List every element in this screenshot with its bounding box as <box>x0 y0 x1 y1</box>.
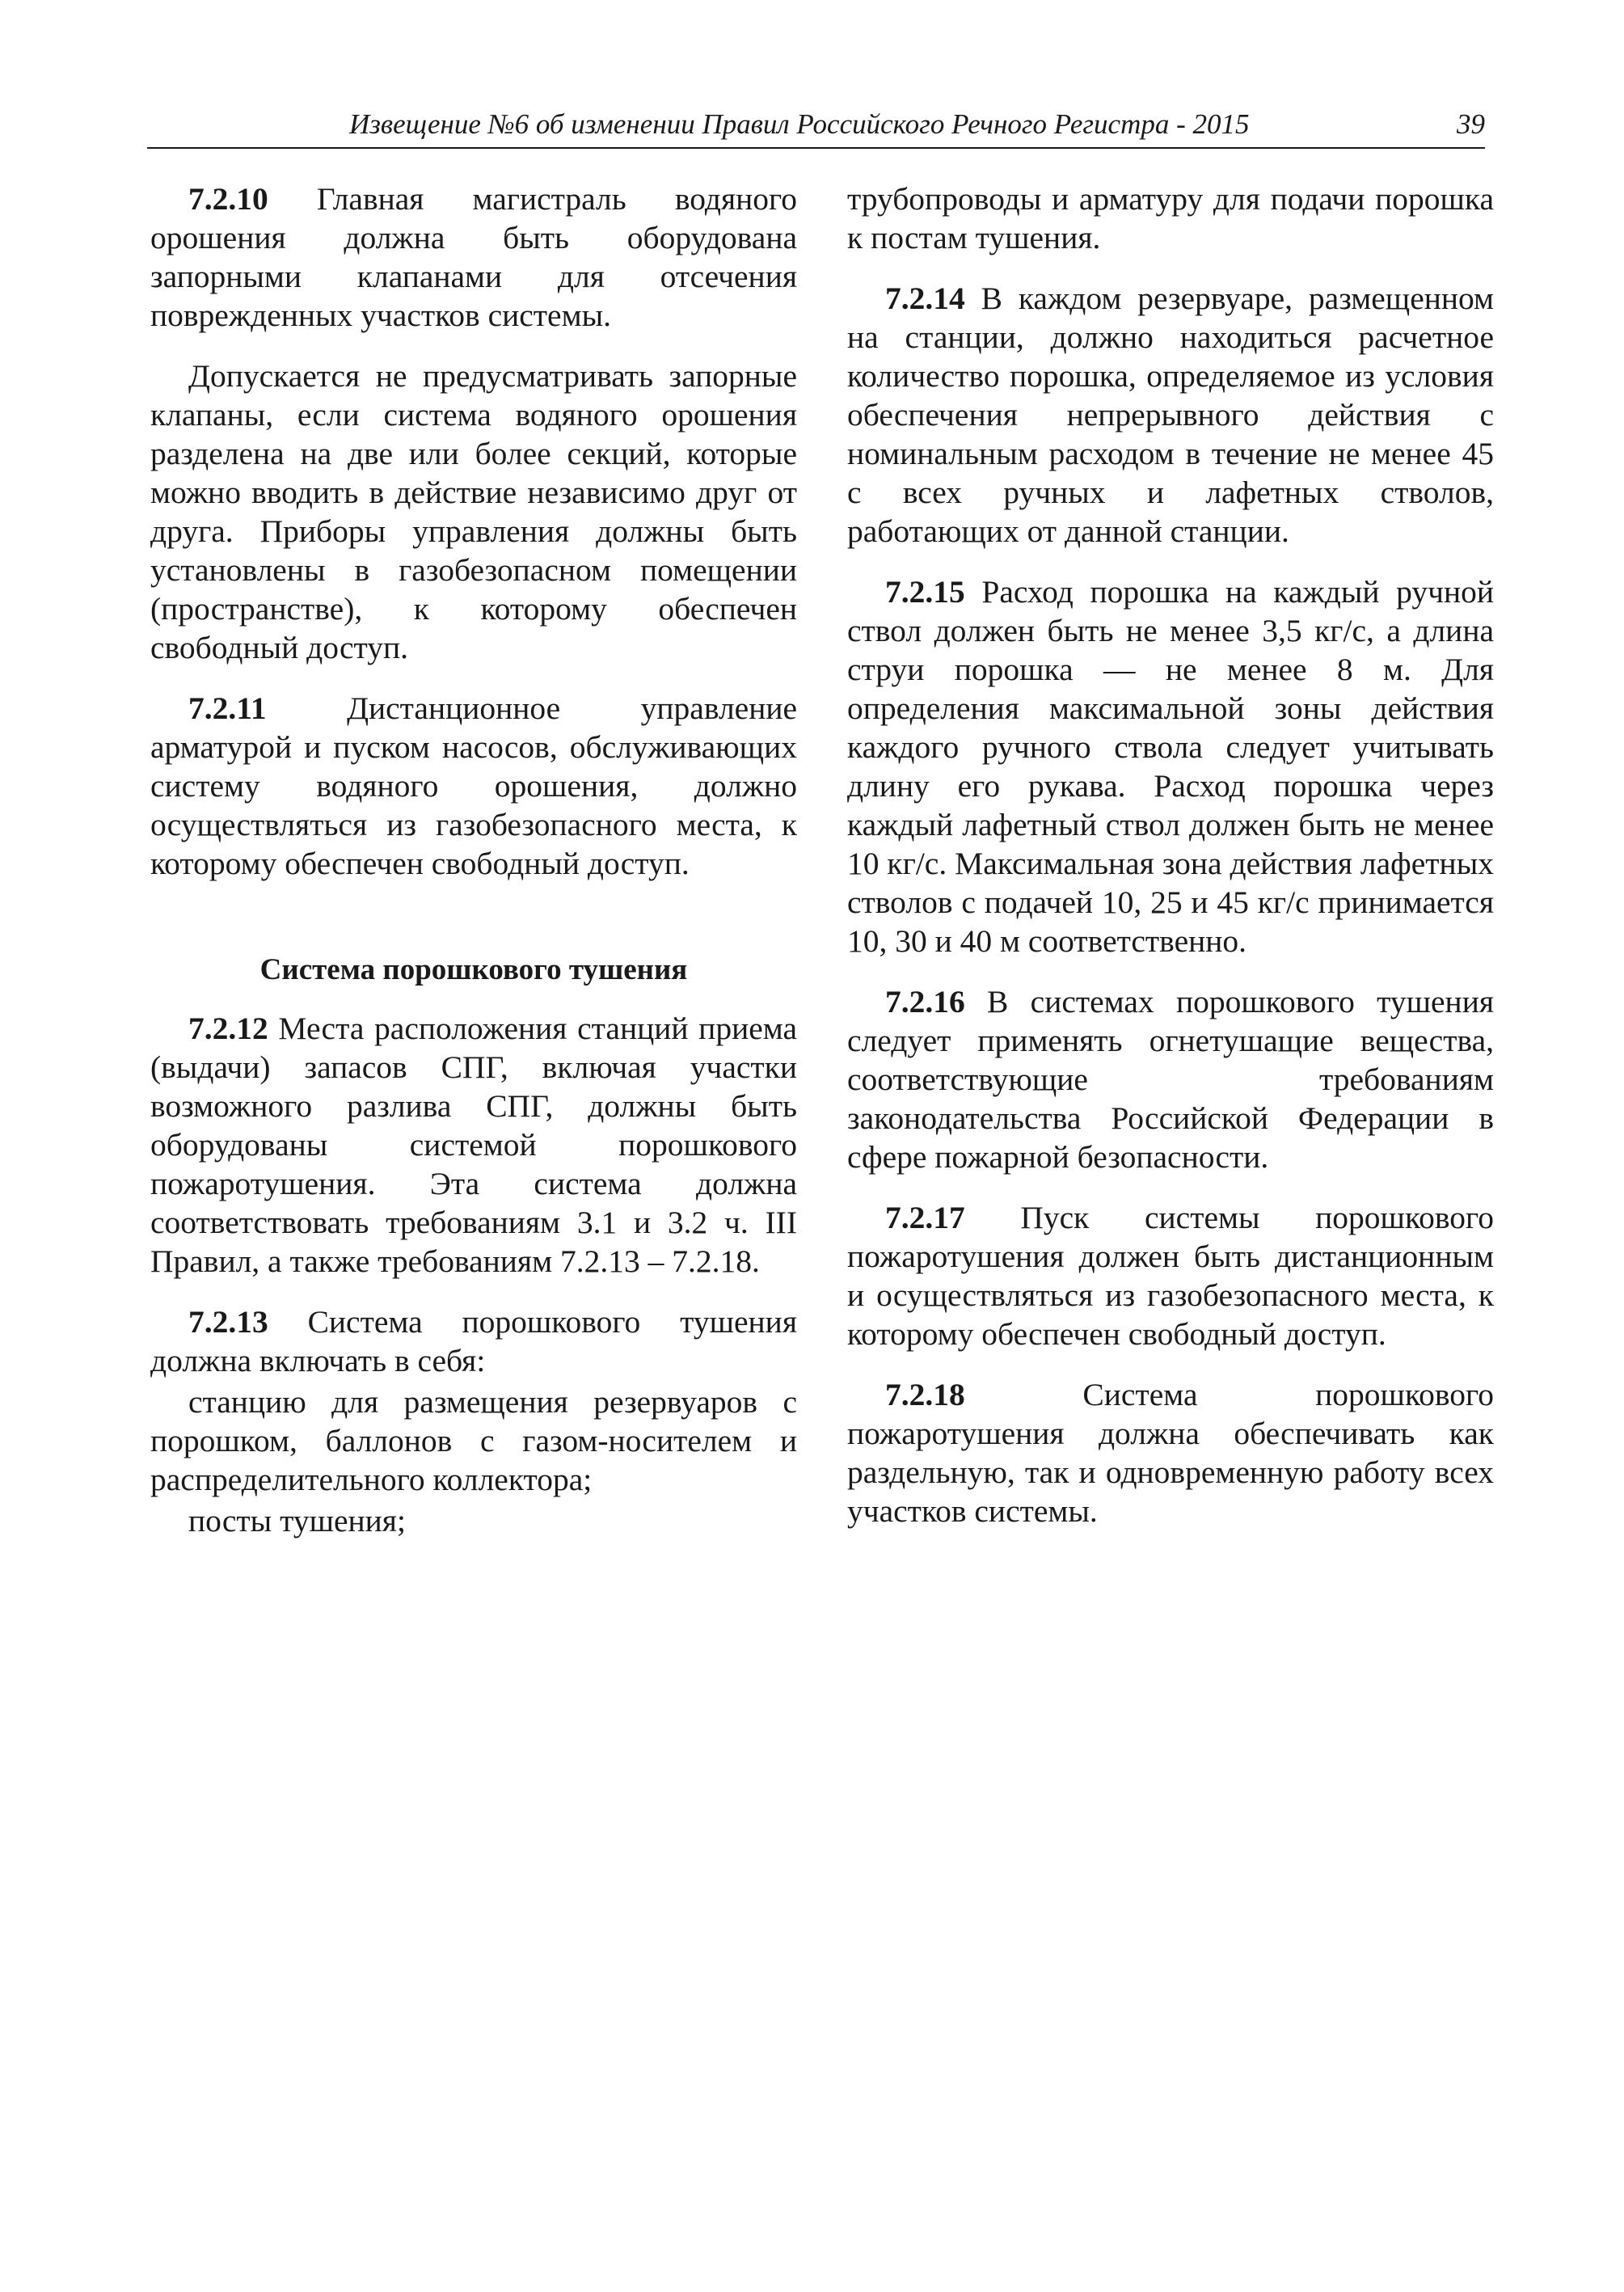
clause-number: 7.2.13 <box>188 1304 268 1340</box>
clause-number: 7.2.11 <box>188 690 267 726</box>
page-number: 39 <box>1457 108 1485 140</box>
paragraph-7-2-15 <box>847 572 1494 960</box>
paragraph-7-2-17 <box>847 1198 1494 1353</box>
clause-number: 7.2.17 <box>885 1200 965 1235</box>
paragraph-7-2-10 <box>150 179 797 335</box>
running-header <box>147 107 1485 149</box>
paragraph-7-2-14 <box>847 279 1494 551</box>
list-item: станцию для размещения резервуаров с порошком, баллонов с газом-носителем и распределительного коллектора; <box>150 1384 797 1497</box>
clause-text: Пуск системы порошкового пожаротушения должен быть дистанционным и осуществляться из газобезопасного места, к которому обеспечен свободный доступ. <box>847 1200 1494 1352</box>
section-heading: Система порошкового тушения <box>259 953 688 986</box>
clause-text: В системах порошкового тушения следует применять огнетушащие вещества, соответствующие требованиям законодательства Российской Федерации в сфере пожарной безопасности. <box>847 984 1494 1175</box>
header-title: Извещение №6 об изменении Правил Российского Речного Регистра - 2015 <box>349 108 1250 140</box>
clause-text: Расход порошка на каждый ручной ствол должен быть не менее 3,5 кг/с, а длина струи порошка — не менее 8 м. Для определения максимальной зоны действия каждого ручного ствола следует учитывать длину его рукава. Расход порошка через каждый лафетный ствол должен быть не менее 10 кг/с. Максимальная зона действия лафетных стволов с подачей 10, 25 и 45 кг/с принимается 10, 30 и 40 м соответственно. <box>847 574 1494 959</box>
clause-number: 7.2.18 <box>885 1377 965 1412</box>
right-column <box>847 179 1494 1552</box>
paragraph-7-2-11 <box>150 689 797 883</box>
clause-text: Места расположения станций приема (выдачи) запасов СПГ, включая участки возможного разлива СПГ, должны быть оборудованы системой порошкового пожаротушения. Эта система должна соответствовать требованиям 3.1 и 3.2 ч. III Правил, а также требованиям 7.2.13 – 7.2.18. <box>150 1011 797 1279</box>
left-column <box>150 179 797 1543</box>
paragraph-7-2-13 <box>150 1302 797 1380</box>
clause-text: Дистанционное управление арматурой и пуском насосов, обслуживающих систему водяного орошения, должно осуществляться из газобезопасного места, к которому обеспечен свободный доступ. <box>150 690 797 881</box>
paragraph-7-2-16 <box>847 982 1494 1176</box>
clause-text: Система порошкового пожаротушения должна обеспечивать как раздельную, так и одновременную работу всех участков системы. <box>847 1377 1494 1529</box>
list-item-continued: трубопроводы и арматуру для подачи порошка к постам тушения. <box>847 181 1494 255</box>
clause-number: 7.2.14 <box>885 281 965 316</box>
paragraph-7-2-18 <box>847 1375 1494 1530</box>
clause-number: 7.2.16 <box>885 984 965 1019</box>
clause-text: Главная магистраль водяного орошения должна быть оборудована запорными клапанами для отсечения поврежденных участков системы. <box>150 181 797 333</box>
paragraph-7-2-10-continued: Допускается не предусматривать запорные клапаны, если система водяного орошения разделена на две или более секций, которые можно вводить в действие независимо друг от друга. Приборы управления должны быть установлены в газобезопасном помещении (пространстве), к которому обеспечен свободный доступ. <box>150 358 797 665</box>
clause-text: Система порошкового тушения должна включать в себя: <box>150 1304 797 1378</box>
clause-text: В каждом резервуаре, размещенном на станции, должно находиться расчетное количество порошка, определяемое из условия обеспечения непрерывного действия с номинальным расходом в течение не менее 45 с всех ручных и лафетных стволов, работающих от данной станции. <box>847 281 1494 549</box>
paragraph-7-2-12 <box>150 1009 797 1281</box>
list-item: посты тушения; <box>188 1503 406 1539</box>
clause-number: 7.2.15 <box>885 574 965 610</box>
clause-number: 7.2.10 <box>188 181 268 217</box>
clause-number: 7.2.12 <box>188 1011 268 1046</box>
